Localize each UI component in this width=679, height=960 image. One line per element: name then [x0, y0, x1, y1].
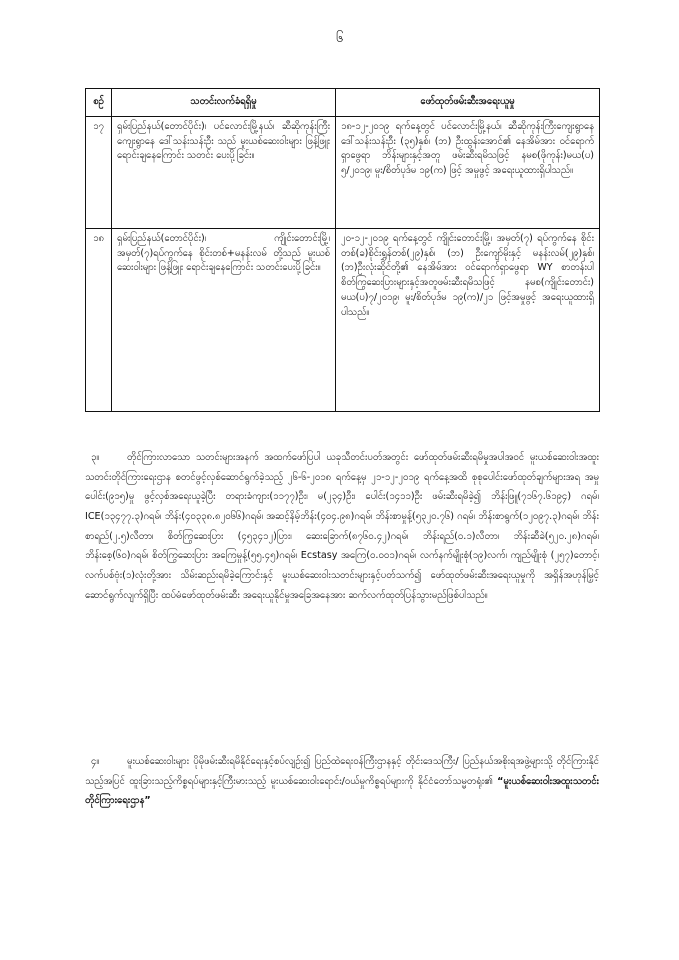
table-row	[86, 229, 600, 412]
header-serial: စဉ်	[86, 89, 112, 117]
row-information-received: ရှမ်းပြည်နယ်(တောင်ပိုင်း)၊ ပင်လောင်းမြို့နယ်၊ ဆီဆိုကုန်းကြီးကျေးရွာနေ ဒေါ်သန်းသန်းဦး သည် မူးယစ်ဆေးဝါးများ ဖြန့်ဖြူးရောင်းချနေကြောင်း သတင်း ပေးပို့ခြင်း။	[112, 117, 336, 229]
row-action-taken: ၂၀-၁၂-၂၀၁၉ ရက်နေ့တွင် ကျိုင်းတောင်းမြို့၊ အမှတ်(၇) ရပ်ကွက်နေ စိုင်းတစ်(ခ)စိုင်းရွှန်တစ်(၂၉)နှစ်၊ (ဘ) ဦးကျော်မိုးနှင့် မနန်းလမ်(၂၉)နှစ်၊ (ဘ)ဦးလုံးဆိုင်တို့၏ နေအိမ်အား ဝင်ရောက်ရှာဖွေရာ WY စာတန်းပါ စိတ်ကြွဆေးပြားများနှင့်အတူဖမ်းဆီးရမိသဖြင့် နမစ(ကျိုင်းတောင်း) မယ(ပ)၇/၂၀၁၉၊ မူး/စိတ်ပုဒ်မ ၁၉(က)/၂၁ ဖြင့်အမှုဖွင့် အရေးယူထားရှိပါသည်။	[336, 229, 600, 412]
paragraph-4	[85, 752, 599, 811]
row-information-received: ရှမ်းပြည်နယ်(တောင်ပိုင်း)၊ ကျိုင်းတောင်းမြို့၊ အမှတ်(၇)ရပ်ကွက်နေ စိုင်းတစ်+မနန်းလမ် တို့သည် မူးယစ်ဆေးဝါးများ ဖြန့်ဖြူး ရောင်းချနေကြောင်း သတင်းပေးပို့ခြင်း။	[112, 229, 336, 412]
paragraph-text: တိုင်ကြားလာသော သတင်းများအနက် အထက်ဖော်ပြပါ ယခုသီတင်းပတ်အတွင်း ဖော်ထုတ်ဖမ်းဆီးရမိမှုအပါအဝင် မူးယစ်ဆေးဝါးအထူးသတင်းတိုင်ကြားရေးဌာန စတင်ဖွင့်လှစ်ဆောင်ရွက်ခဲ့သည့် ၂၆-၆-၂၀၁၈ ရက်နေ့မှ ၂၁-၁၂-၂၀၁၉ ရက်နေ့အထိ စုစုပေါင်းဖော်ထုတ်ချက်များအရ အမှုပေါင်း(၉၁၅)မှု ဖွင့်လှစ်အရေးယူခဲ့ပြီး တရားခံကျား(၁၁၇၇)ဦး၊ မ(၂၃၄)ဦး၊ ပေါင်း(၁၄၁၁)ဦး ဖမ်းဆီးရမိခဲ့၍ ဘိန်းဖြူ(၇၁၆၇.၆၁၉၄) ဂရမ်၊ ICE(၁၃၄၇၇.၃)ဂရမ်၊ ဘိန်း(၄၀၃၃၈.၈၂၀၆၆)ဂရမ်၊ အဆင့်နိမ့်ဘိန်း(၄၀၄.၉၈)ဂရမ်၊ ဘိန်းစာမှုန့်(၅၃၂၀.၇၆) ဂရမ်၊ ဘိန်းစာရွက်(၁၂၀၉၇.၃)ဂရမ်၊ ဘိန်းစာရည်(၂.၅)လီတာ၊ စိတ်ကြွဆေးပြား (၄၅၃၄၁၂)ပြား၊ ဆေးခြောက်(၈၇၆၀.၄၂)ဂရမ်၊ ဘိန်းရည်(၀.၁)လီတာ၊ ဘိန်းဆီခဲ(၅၂၀.၂၈)ဂရမ်၊ ဘိန်းစေ့(၆၀)ဂရမ်၊ စိတ်ကြွဆေးပြား အကြေမှုန့်(၅၅.၄၅)ဂရမ်၊ Ecstasy အကြေ(၀.၀၀၁)ဂရမ်၊ လက်နက်မျိုးစုံ(၁၉)လက်၊ ကျည်မျိုးစုံ (၂၅၇)တောင့်၊ လက်ပစ်ဗုံး(၁)လုံးတို့အား သိမ်းဆည်းရမိခဲ့ကြောင်းနှင့် မူးယစ်ဆေးဝါးသတင်းများနှင့်ပတ်သက်၍ ဖော်ထုတ်ဖမ်းဆီးအရေးယူမှုကို အရှိန်အဟုန်မြှင့် ဆောင်ရွက်လျက်ရှိပြီး ထပ်မံဖော်ထုတ်ဖမ်းဆီး အရေးယူနိုင်မှုအခြေအနေအား ဆက်လက်ထုတ်ပြန်သွားမည်ဖြစ်ပါသည်။	[85, 452, 599, 601]
paragraph-text: မူးယစ်ဆေးဝါးများ ပိုမိုဖမ်းဆီးရမိနိုင်ရေးနှင့်စပ်လျဉ်း၍ ပြည်ထဲရေးဝန်ကြီးဌာနနှင့် တိုင်းဒေသကြီး/ ပြည်နယ်အစိုးရအဖွဲ့များသို့ တိုင်ကြားနိုင်သည့်အပြင် ထူးခြားသည့်ကိစ္စရပ်များနှင့်ကြီးမားသည့် မူးယစ်ဆေးဝါးရောင်း/ဝယ်မှုကိစ္စရပ်များကို နိုင်ငံတော်သမ္မတရုံး၏	[85, 756, 599, 787]
paragraph-3	[85, 448, 599, 605]
paragraph-emphasis: “မူးယစ်ဆေးဝါးအထူးသတင်းတိုင်ကြားရေးဌာန”	[85, 775, 599, 807]
header-action-taken: ဖော်ထုတ်ဖမ်းဆီးအရေးယူမှု	[336, 89, 600, 117]
paragraph-number: ၃။	[91, 452, 100, 463]
row-serial: ၁၈	[86, 229, 112, 412]
row-action-taken: ၁၈-၁၂-၂၀၁၉ ရက်နေ့တွင် ပင်လောင်းမြို့နယ်၊ ဆီဆိုကုန်းကြီးကျေးရွာနေ ဒေါ်သန်းသန်းဦး (၃၅)နှစ်၊ (ဘ) ဦးထွန်းအောင်၏ နေအိမ်အား ဝင်ရောက်ရှာဖွေရာ ဘိန်းများနှင့်အတူ ဖမ်းဆီးရမိသဖြင့် နမစ(ဖိုကုန်း)မယ(ပ) ၅/၂၀၁၉၊ မူး/စိတ်ပုဒ်မ ၁၉(က) ဖြင့် အမှုဖွင့် အရေးယူထားရှိပါသည်။	[336, 117, 600, 229]
header-information-received: သတင်းလက်ခံရရှိမှု	[112, 89, 336, 117]
row-serial: ၁၇	[86, 117, 112, 229]
table-row	[86, 117, 600, 229]
page-number: ၆	[335, 31, 344, 46]
paragraph-number: ၄။	[91, 756, 100, 767]
drug-report-table	[85, 88, 600, 412]
table-header-row	[86, 89, 600, 117]
